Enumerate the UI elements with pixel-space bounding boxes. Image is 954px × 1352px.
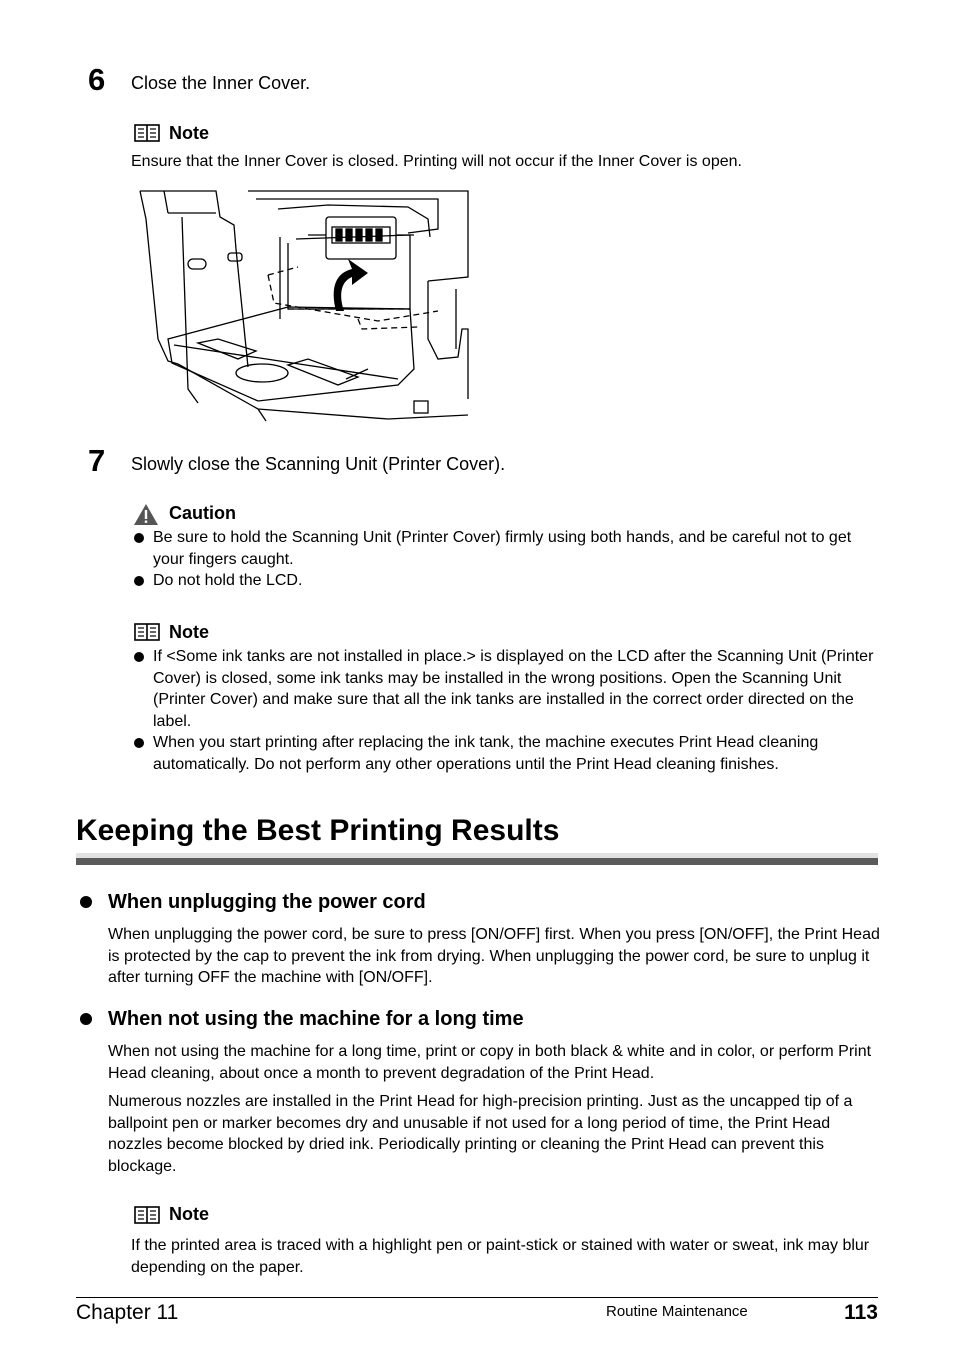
page-number: 113 <box>844 1301 878 1324</box>
footer-chapter: Chapter 11 <box>76 1301 179 1324</box>
subheading-long-time: When not using the machine for a long time <box>108 1008 524 1030</box>
subheading-bullet <box>80 896 92 908</box>
note-book-icon <box>134 623 160 641</box>
list-item: If <Some ink tanks are not installed in place.> is displayed on the LCD after the Scanning Unit (Printer Cover) is closed, some ink tanks may be installed in the wrong positions. Open the Scanning Unit (Printer Cover) and make sure that all the ink tanks are installed in the correct order directed on the label. <box>131 646 881 732</box>
note-list <box>131 646 881 776</box>
footer-rule <box>76 1297 878 1298</box>
step-number-7: 7 <box>88 443 106 478</box>
caution-label: Caution <box>169 503 236 523</box>
list-item: When you start printing after replacing the ink tank, the machine executes Print Head cleaning automatically. Do not perform any other operations until the Print Head cleaning finishes. <box>131 732 881 775</box>
note-text: If the printed area is traced with a highlight pen or paint-stick or stained with water or sweat, ink may blur depending on the paper. <box>131 1237 870 1276</box>
section-rule-dark <box>76 858 878 865</box>
list-item: Be sure to hold the Scanning Unit (Printer Cover) firmly using both hands, and be careful not to get your fingers caught. <box>131 527 881 570</box>
note-label: Note <box>169 1204 209 1224</box>
long-time-text-1: When not using the machine for a long time, print or copy in both black & white and in color, or perform Print Head cleaning, about once a month to prevent degradation of the Print Head. <box>108 1043 872 1082</box>
subheading-bullet <box>80 1013 92 1025</box>
step-6-text: Close the Inner Cover. <box>131 73 311 93</box>
step-7-text: Slowly close the Scanning Unit (Printer Cover). <box>131 454 506 474</box>
list-item: Do not hold the LCD. <box>131 570 881 592</box>
caution-list <box>131 527 881 592</box>
printer-inner-cover-illustration <box>138 189 470 425</box>
note-label: Note <box>169 123 209 143</box>
note-book-icon <box>134 124 160 142</box>
note-label: Note <box>169 622 209 642</box>
power-cord-text: When unplugging the power cord, be sure to press [ON/OFF] first. When you press [ON/OFF], the Print Head is protected by the cap to prevent the ink from drying. When unplugging the power cord, be sure to unplug it after turning OFF the machine with [ON/OFF]. <box>108 926 880 987</box>
long-time-text-2: Numerous nozzles are installed in the Print Head for high-precision printing. Just as the uncapped tip of a ballpoint pen or marker becomes dry and unusable if not used for a long period of time, the Print Head nozzles become blocked by dried ink. Periodically printing or cleaning the Print Head can prevent this blockage. <box>108 1093 853 1175</box>
step-number-6: 6 <box>88 62 106 97</box>
note-text: Ensure that the Inner Cover is closed. Printing will not occur if the Inner Cover is open. <box>131 153 742 170</box>
section-title: Keeping the Best Printing Results <box>76 814 560 847</box>
note-book-icon <box>134 1206 160 1224</box>
caution-triangle-icon <box>133 503 159 526</box>
subheading-power-cord: When unplugging the power cord <box>108 891 426 913</box>
footer-section: Routine Maintenance <box>606 1303 748 1320</box>
